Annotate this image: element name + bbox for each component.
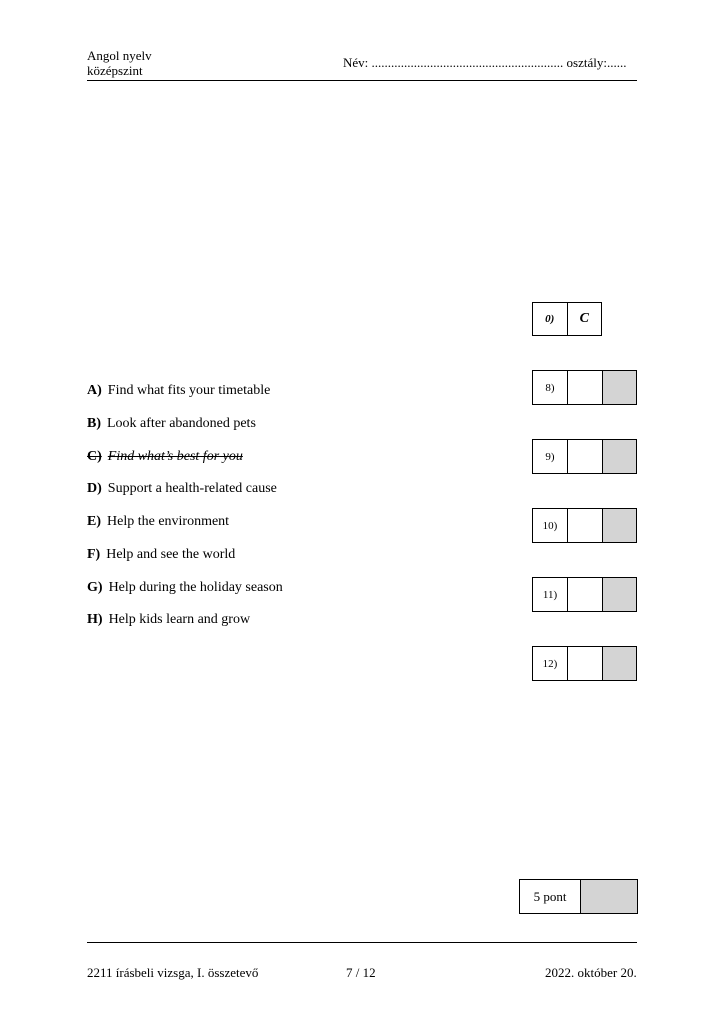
- option-text: Support a health-related cause: [107, 481, 277, 496]
- option-letter: F): [87, 547, 101, 562]
- score-cell: [603, 509, 636, 542]
- option-text: Find what fits your timetable: [107, 383, 271, 398]
- answer-box-8: [532, 370, 637, 405]
- subject-line-2: középszint: [87, 63, 143, 78]
- answer-number: 9): [533, 440, 568, 473]
- answer-number: 10): [533, 509, 568, 542]
- subject-label: [87, 48, 152, 78]
- answer-input[interactable]: [568, 509, 603, 542]
- option-text: Help the environment: [107, 514, 230, 529]
- option-h: [87, 612, 250, 628]
- name-class-field: Név: ........................................................... osztály:......: [343, 55, 627, 70]
- option-text: Look after abandoned pets: [107, 416, 256, 431]
- option-letter: A): [87, 383, 102, 398]
- answer-box-11: [532, 577, 637, 612]
- option-text: Help and see the world: [106, 547, 236, 562]
- option-letter: D): [87, 481, 102, 496]
- example-number: 0): [533, 303, 568, 335]
- option-f: [87, 547, 235, 563]
- example-answer: C: [579, 311, 589, 326]
- header-divider: [87, 80, 637, 81]
- answer-box-9: [532, 439, 637, 474]
- option-letter: E): [87, 514, 101, 529]
- subject-line-1: Angol nyelv: [87, 48, 152, 63]
- answer-box-12: [532, 646, 637, 681]
- score-cell: [603, 578, 636, 611]
- option-text: Help during the holiday season: [108, 580, 283, 595]
- option-b: [87, 416, 256, 432]
- option-letter: G): [87, 580, 103, 595]
- score-cell: [603, 647, 636, 680]
- exam-date: 2022. október 20.: [545, 965, 637, 980]
- option-letter: H): [87, 612, 103, 627]
- option-text: Find what’s best for you: [107, 449, 243, 464]
- answer-box-10: [532, 508, 637, 543]
- page-number: 7 / 12: [346, 965, 376, 980]
- answer-input[interactable]: [568, 371, 603, 404]
- example-answer-box: [532, 302, 602, 336]
- answer-input[interactable]: [568, 440, 603, 473]
- option-g: [87, 580, 283, 596]
- answer-number: 8): [533, 371, 568, 404]
- score-cell: [603, 371, 636, 404]
- option-d: [87, 481, 277, 497]
- option-text: Help kids learn and grow: [108, 612, 251, 627]
- option-letter: B): [87, 416, 101, 431]
- option-c-example: [87, 449, 243, 465]
- option-a: [87, 383, 270, 399]
- answer-input[interactable]: [568, 578, 603, 611]
- exam-code: 2211 írásbeli vizsga, I. összetevő: [87, 965, 259, 980]
- answer-number: 12): [533, 647, 568, 680]
- score-label: 5 pont: [520, 880, 581, 913]
- score-cell: [603, 440, 636, 473]
- score-box: [519, 879, 638, 914]
- answer-input[interactable]: [568, 647, 603, 680]
- option-letter: C): [87, 449, 102, 464]
- footer-divider: [87, 942, 637, 943]
- option-e: [87, 514, 229, 530]
- answer-number: 11): [533, 578, 568, 611]
- score-field: [581, 880, 637, 913]
